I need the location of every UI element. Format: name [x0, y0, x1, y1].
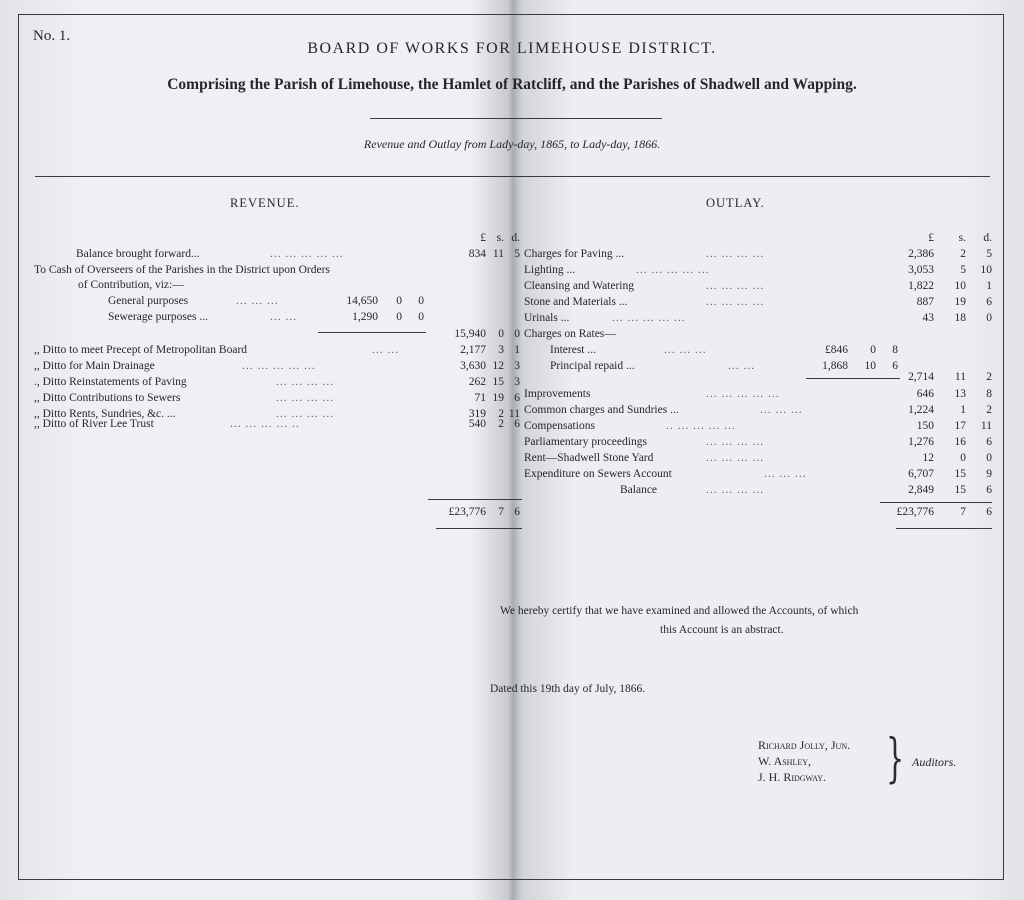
- revenue-row-sub-shillings: 0: [396, 295, 402, 307]
- revenue-row-sub-shillings: 0: [396, 311, 402, 323]
- outlay-row-label: Compensations: [524, 420, 595, 432]
- revenue-total-shillings: 7: [498, 506, 504, 518]
- outlay-row-pence: 2: [986, 371, 992, 383]
- outlay-row-label: Balance: [620, 484, 658, 496]
- outlay-total-pounds: £23,776: [896, 506, 934, 518]
- outlay-row-pounds: 887: [916, 296, 934, 308]
- revenue-row-dots: ... ... ... ...: [276, 376, 335, 388]
- auditors-label: Auditors.: [912, 755, 957, 769]
- revenue-row-label: ,, Ditto for Main Drainage: [34, 360, 155, 372]
- revenue-row-pence: 1: [514, 344, 520, 356]
- revenue-row-label: ,, Ditto to meet Precept of Metropolitan Board: [34, 344, 248, 356]
- outlay-row-label: Lighting ...: [524, 264, 576, 276]
- outlay-row-pence: 2: [986, 404, 992, 416]
- outlay-row-pounds: 1,822: [908, 280, 934, 292]
- revenue-row-pence: 0: [514, 328, 520, 340]
- outlay-row-dots: ... ... ... ... ...: [612, 312, 686, 324]
- revenue-row-subamount: 14,650: [346, 295, 378, 307]
- revenue-total-rule-top: [428, 499, 522, 500]
- revenue-row-label: Balance brought forward...: [76, 248, 200, 260]
- revenue-total-rule-bottom: [436, 528, 522, 529]
- revenue-row-dots: ... ... ... ... ..: [230, 418, 300, 430]
- outlay-row-subamount: £846: [825, 344, 848, 356]
- outlay-row-label: Expenditure on Sewers Account: [524, 468, 672, 480]
- page-subtitle: Comprising the Parish of Limehouse, the Hamlet of Ratcliff, and the Parishes of Shadwell and Wapping.: [167, 76, 857, 93]
- outlay-row-dots: ... ... ...: [664, 344, 707, 356]
- revenue-row-dots: ... ... ... ...: [276, 408, 335, 420]
- outlay-row-pence: 6: [986, 436, 992, 448]
- outlay-row-pence: 5: [986, 248, 992, 260]
- outlay-row-label: Improvements: [524, 388, 591, 400]
- revenue-row-pence: 6: [514, 392, 520, 404]
- revenue-row-label: Sewerage purposes ...: [108, 311, 208, 323]
- revenue-row-shillings: 15: [492, 376, 504, 388]
- outlay-row-shillings: 16: [954, 436, 966, 448]
- outlay-row-dots: ... ... ... ...: [706, 452, 765, 464]
- revenue-row-sub-pence: 0: [418, 311, 424, 323]
- outlay-row-pounds: 2,386: [908, 248, 934, 260]
- revenue-pence-header: d.: [511, 232, 520, 244]
- outlay-row-sub-pence: 6: [892, 360, 898, 372]
- outlay-row-pence: 6: [986, 484, 992, 496]
- outlay-row-dots: ... ... ... ... ...: [706, 388, 780, 400]
- outlay-row-dots: ... ... ... ...: [706, 280, 765, 292]
- revenue-heading: REVENUE.: [230, 196, 300, 210]
- outlay-total-rule-top: [880, 502, 992, 503]
- revenue-total-pounds: £23,776: [448, 506, 486, 518]
- outlay-row-pounds: 1,276: [908, 436, 934, 448]
- outlay-row-label: Urinals ...: [524, 312, 570, 324]
- certification-line-1: We hereby certify that we have examined and allowed the Accounts, of which: [500, 605, 859, 617]
- revenue-row-shillings: 12: [492, 360, 504, 372]
- outlay-row-label: Common charges and Sundries ...: [524, 404, 679, 416]
- outlay-row-dots: ... ... ... ...: [706, 248, 765, 260]
- revenue-row-label: ., Ditto Reinstatements of Paving: [34, 376, 187, 388]
- revenue-row-pounds: 262: [468, 376, 486, 388]
- outlay-row-pounds: 1,224: [908, 404, 934, 416]
- outlay-row-pence: 9: [986, 468, 992, 480]
- outlay-row-shillings: 15: [954, 468, 966, 480]
- page-title: BOARD OF WORKS FOR LIMEHOUSE DISTRICT.: [307, 40, 717, 57]
- auditor-name: Richard Jolly, Jun.: [758, 738, 851, 752]
- outlay-row-label: Stone and Materials ...: [524, 296, 628, 308]
- revenue-row-dots: ... ...: [270, 311, 298, 323]
- revenue-row-dots: ... ...: [372, 344, 400, 356]
- outlay-pence-header: d.: [983, 232, 992, 244]
- revenue-row-label: ,, Ditto Contributions to Sewers: [34, 392, 181, 404]
- revenue-row-shillings: 3: [498, 344, 504, 356]
- outlay-row-label: Charges for Paving ...: [524, 248, 625, 260]
- revenue-row-pounds: 3,630: [460, 360, 486, 372]
- title-rule: [370, 118, 662, 119]
- outlay-row-sub-shillings: 0: [870, 344, 876, 356]
- revenue-row-label: ,, Ditto of River Lee Trust: [34, 418, 154, 430]
- outlay-row-shillings: 10: [954, 280, 966, 292]
- outlay-row-label: Charges on Rates—: [524, 328, 616, 340]
- outlay-row-pounds: 43: [922, 312, 934, 324]
- revenue-row-pence: 11: [508, 408, 520, 420]
- outlay-row-label: Parliamentary proceedings: [524, 436, 647, 448]
- revenue-row-shillings: 0: [498, 328, 504, 340]
- revenue-row-label: ,, Ditto Rents, Sundries, &c. ...: [34, 408, 176, 420]
- outlay-row-dots: ... ... ... ...: [706, 296, 765, 308]
- outlay-row-shillings: 13: [954, 388, 966, 400]
- outlay-row-shillings: 2: [960, 248, 966, 260]
- revenue-row-sub-pence: 0: [418, 295, 424, 307]
- revenue-row-shillings: 2: [498, 408, 504, 420]
- outlay-row-pence: 10: [980, 264, 992, 276]
- revenue-row-pence: 3: [514, 376, 520, 388]
- outlay-row-pence: 8: [986, 388, 992, 400]
- revenue-row-pounds: 319: [468, 408, 486, 420]
- outlay-row-pounds: 2,714: [908, 371, 934, 383]
- revenue-row-shillings: 11: [492, 248, 504, 260]
- revenue-total-pence: 6: [514, 506, 520, 518]
- revenue-row-label: of Contribution, viz:—: [78, 279, 184, 291]
- section-rule: [35, 176, 990, 177]
- auditor-name: W. Ashley,: [758, 754, 812, 768]
- outlay-row-shillings: 17: [954, 420, 966, 432]
- outlay-row-sub-pence: 8: [892, 344, 898, 356]
- outlay-row-pounds: 2,849: [908, 484, 934, 496]
- outlay-total-shillings: 7: [960, 506, 966, 518]
- revenue-row-shillings: 19: [492, 392, 504, 404]
- outlay-row-pence: 6: [986, 296, 992, 308]
- revenue-row-pounds: 15,940: [454, 328, 486, 340]
- revenue-row-label: To Cash of Overseers of the Parishes in the District upon Orders: [34, 264, 330, 276]
- document-number: No. 1.: [33, 28, 71, 44]
- certification-line-2: this Account is an abstract.: [660, 624, 784, 636]
- outlay-row-shillings: 11: [954, 371, 966, 383]
- outlay-row-label: Principal repaid ...: [550, 360, 635, 372]
- revenue-row-pounds: 2,177: [460, 344, 486, 356]
- revenue-row-pence: 5: [514, 248, 520, 260]
- revenue-row-dots: ... ... ... ... ...: [242, 360, 316, 372]
- outlay-row-label: Rent—Shadwell Stone Yard: [524, 452, 654, 464]
- outlay-row-dots: ... ... ... ...: [706, 436, 765, 448]
- revenue-row-dots: ... ... ... ... ...: [270, 248, 344, 260]
- period-heading: Revenue and Outlay from Lady-day, 1865, to Lady-day, 1866.: [363, 137, 661, 151]
- revenue-row-pence: 6: [514, 418, 520, 430]
- outlay-heading: OUTLAY.: [706, 196, 765, 210]
- outlay-row-pounds: 12: [922, 452, 934, 464]
- outlay-row-dots: ... ... ...: [760, 404, 803, 416]
- outlay-row-shillings: 0: [960, 452, 966, 464]
- revenue-row-pounds: 540: [468, 418, 486, 430]
- outlay-row-sub-shillings: 10: [864, 360, 876, 372]
- outlay-shillings-header: s.: [958, 232, 966, 244]
- outlay-total-rule-bottom: [896, 528, 992, 529]
- revenue-row-label: General purposes: [108, 295, 189, 307]
- outlay-row-dots: ... ...: [728, 360, 756, 372]
- revenue-row-dots: ... ... ...: [236, 295, 279, 307]
- outlay-row-dots: .. ... ... ... ...: [666, 420, 736, 432]
- subtotal-rule: [318, 332, 426, 333]
- outlay-row-pounds: 646: [916, 388, 934, 400]
- outlay-row-pence: 11: [980, 420, 992, 432]
- outlay-row-shillings: 18: [954, 312, 966, 324]
- outlay-row-shillings: 15: [954, 484, 966, 496]
- outlay-row-dots: ... ... ... ...: [706, 484, 765, 496]
- outlay-row-shillings: 5: [960, 264, 966, 276]
- outlay-row-pounds: 6,707: [908, 468, 934, 480]
- outlay-row-label: Interest ...: [550, 344, 596, 356]
- certification-date: Dated this 19th day of July, 1866.: [490, 683, 646, 695]
- outlay-total-pence: 6: [986, 506, 992, 518]
- revenue-row-pence: 3: [514, 360, 520, 372]
- revenue-shillings-header: s.: [496, 232, 504, 244]
- revenue-pounds-header: £: [480, 232, 486, 244]
- outlay-row-pounds: 3,053: [908, 264, 934, 276]
- outlay-row-pence: 0: [986, 312, 992, 324]
- brace-glyph: }: [886, 729, 905, 789]
- outlay-row-pence: 1: [986, 280, 992, 292]
- outlay-pounds-header: £: [928, 232, 934, 244]
- revenue-row-subamount: 1,290: [352, 311, 378, 323]
- outlay-row-shillings: 1: [960, 404, 966, 416]
- outlay-row-label: Cleansing and Watering: [524, 280, 635, 292]
- auditor-name: J. H. Ridgway.: [758, 770, 827, 784]
- revenue-row-dots: ... ... ... ...: [276, 392, 335, 404]
- outlay-row-subamount: 1,868: [822, 360, 848, 372]
- outlay-row-pounds: 150: [916, 420, 934, 432]
- outlay-row-pence: 0: [986, 452, 992, 464]
- outlay-row-dots: ... ... ... ... ...: [636, 264, 710, 276]
- outlay-row-dots: ... ... ...: [764, 468, 807, 480]
- outlay-row-shillings: 19: [954, 296, 966, 308]
- revenue-row-pounds: 834: [468, 248, 486, 260]
- revenue-row-pounds: 71: [474, 392, 486, 404]
- revenue-row-shillings: 2: [498, 418, 504, 430]
